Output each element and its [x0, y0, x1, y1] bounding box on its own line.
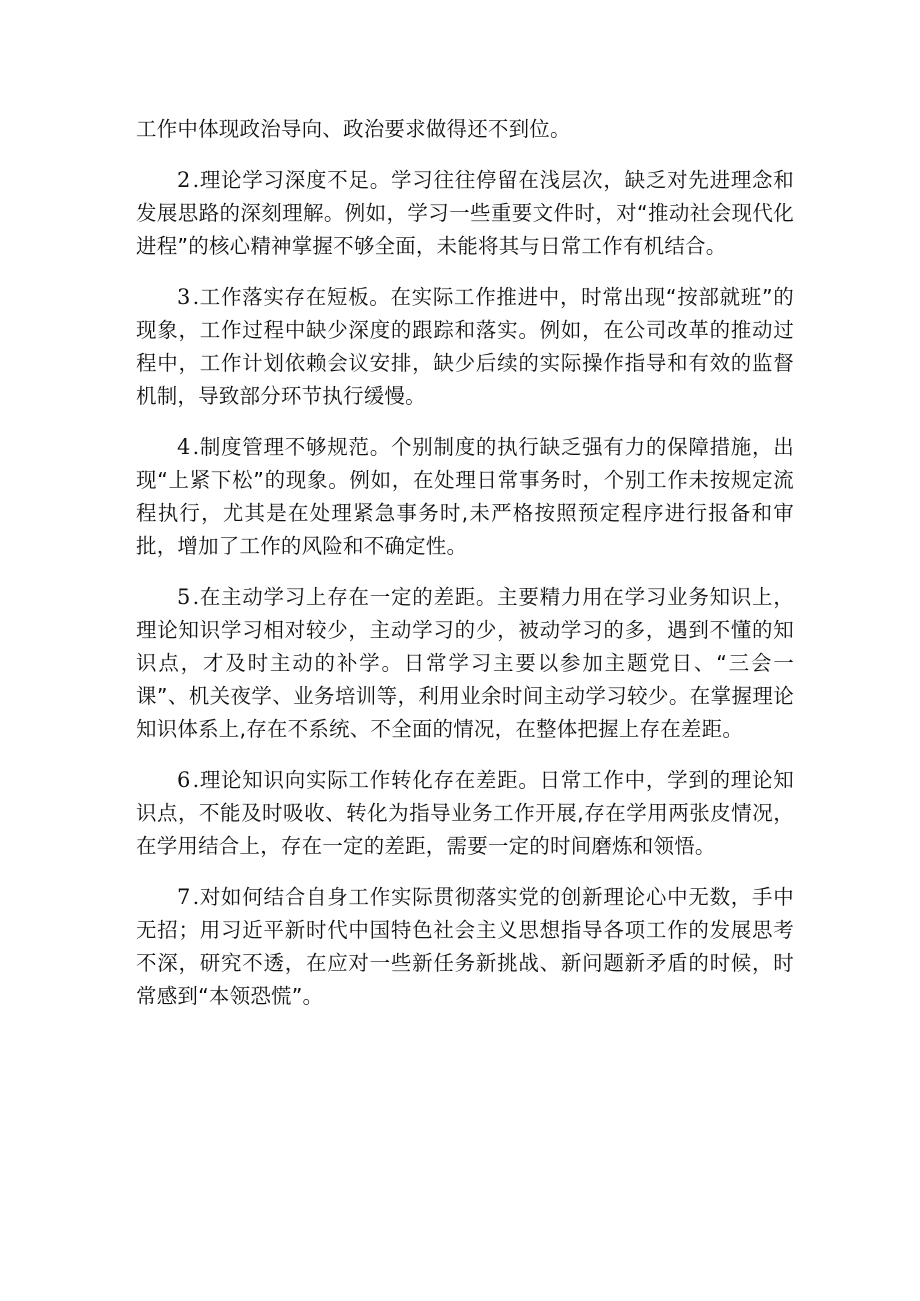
- item-separator: .: [192, 285, 200, 309]
- item-text: 在主动学习上存在一定的差距。主要精力用在学习业务知识上，理论知识学习相对较少，主动学习的少，被动学习的多，遇到不懂的知识点，才及时主动的补学。日常学习主要以参加主题党日、“三会一课”、机关夜学、业务培训等，利用业余时间主动学习较少。在掌握理论知识体系上,存在不系统、不全面的情况，在整体把握上存在差距。: [136, 585, 794, 741]
- item-number: 2: [177, 168, 191, 192]
- list-item-3: [136, 281, 794, 413]
- document-body: [136, 113, 794, 1031]
- list-item-6: [136, 764, 794, 863]
- item-number: 4: [177, 435, 191, 459]
- item-text: 制度管理不够规范。个别制度的执行缺乏强有力的保障措施，出现“上紧下松”的现象。例如，在处理日常事务时，个别工作未按规定流程执行，尤其是在处理紧急事务时,未严格按照预定程序进行报备和审批，增加了工作的风险和不确定性。: [136, 435, 794, 558]
- item-separator: .: [192, 768, 200, 792]
- item-text: 工作落实存在短板。在实际工作推进中，时常出现“按部就班”的现象，工作过程中缺少深度的跟踪和落实。例如，在公司改革的推动过程中，工作计划依赖会议安排，缺少后续的实际操作指导和有效的监督机制，导致部分环节执行缓慢。: [136, 285, 794, 408]
- list-item-2: [136, 164, 794, 263]
- list-item-5: [136, 581, 794, 746]
- item-number: 7: [177, 885, 191, 909]
- list-item-7: [136, 881, 794, 1013]
- item-text: 理论学习深度不足。学习往往停留在浅层次，缺乏对先进理念和发展思路的深刻理解。例如，学习一些重要文件时，对“推动社会现代化进程”的核心精神掌握不够全面，未能将其与日常工作有机结合。: [136, 168, 794, 258]
- item-text: 理论知识向实际工作转化存在差距。日常工作中，学到的理论知识点，不能及时吸收、转化为指导业务工作开展,存在学用两张皮情况，在学用结合上，存在一定的差距，需要一定的时间磨炼和领悟。: [136, 768, 794, 858]
- item-separator: .: [192, 585, 200, 609]
- item-number: 6: [177, 768, 191, 792]
- item-separator: .: [192, 435, 200, 459]
- item-number: 5: [177, 585, 191, 609]
- item-text: 对如何结合自身工作实际贯彻落实党的创新理论心中无数，手中无招；用习近平新时代中国特色社会主义思想指导各项工作的发展思考不深，研究不透，在应对一些新任务新挑战、新问题新矛盾的时候，时常感到“本领恐慌”。: [136, 885, 794, 1008]
- item-number: 3: [177, 285, 191, 309]
- item-separator: .: [192, 168, 200, 192]
- item-separator: .: [192, 885, 200, 909]
- intro-paragraph: [136, 113, 794, 146]
- list-item-4: [136, 431, 794, 563]
- intro-text: 工作中体现政治导向、政治要求做得还不到位。: [136, 117, 571, 141]
